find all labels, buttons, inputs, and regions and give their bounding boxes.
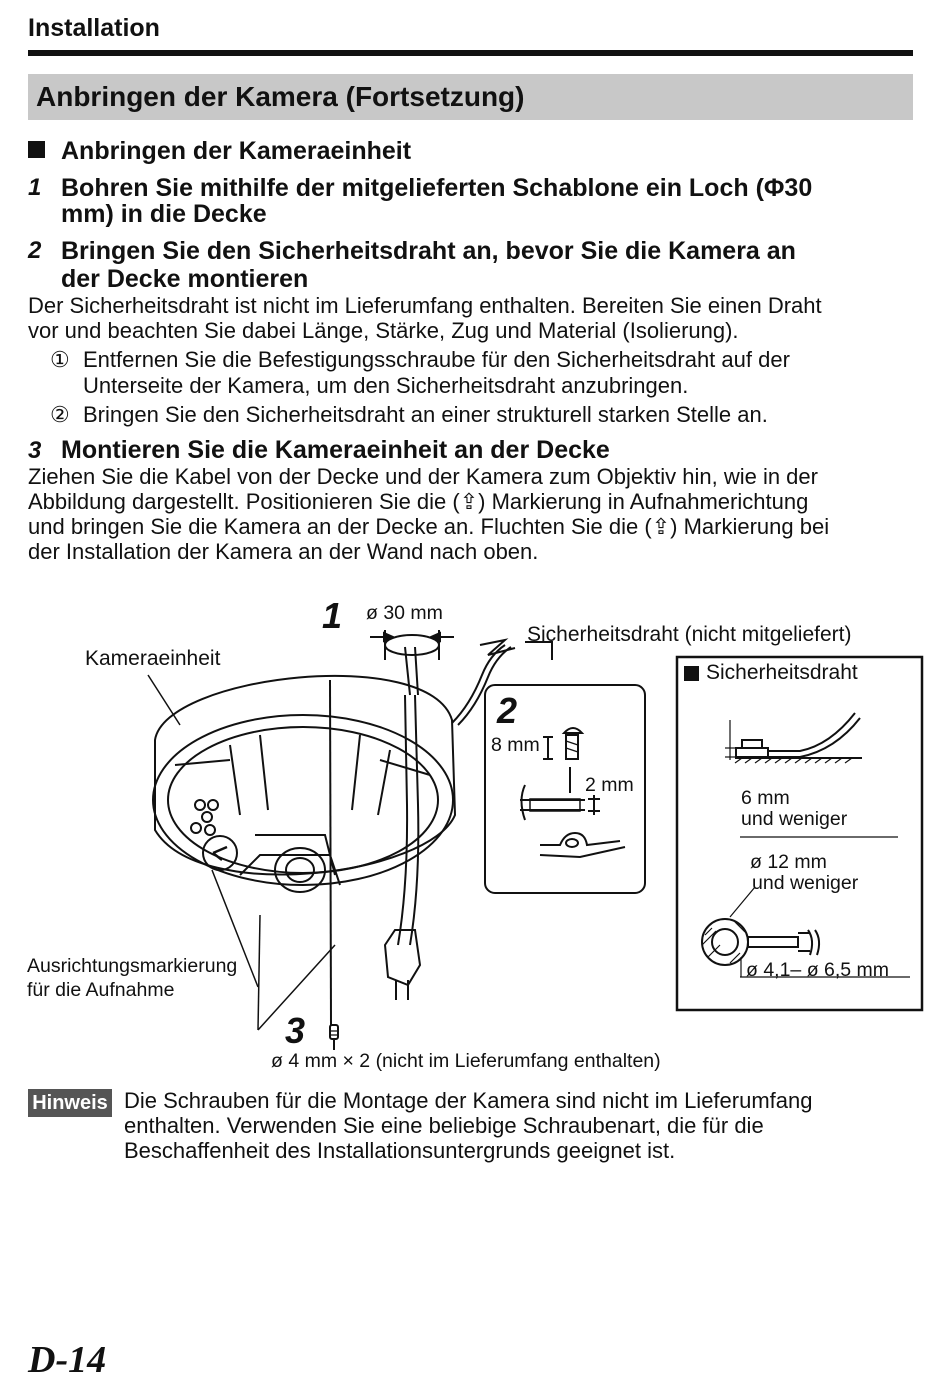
step-3-body4: der Installation der Kamera an der Wand nach oben. xyxy=(28,539,539,564)
circled-number-1: ① xyxy=(50,347,70,372)
orientation-mark-label-1: Ausrichtungsmarkierung xyxy=(27,955,238,977)
diameter-label-1: ø 12 mm xyxy=(750,851,827,873)
safety-wire-label: Sicherheitsdraht (nicht mitgeliefert) xyxy=(527,623,852,646)
callout-1: 1 xyxy=(322,595,343,636)
title-bar xyxy=(28,74,913,120)
step-2-sub1-line1: Entfernen Sie die Befestigungsschraube für den Sicherheitsdraht auf der xyxy=(83,347,790,372)
step-3-number: 3 xyxy=(28,437,42,464)
step-2-number: 2 xyxy=(28,237,42,264)
hinweis-badge: Hinweis xyxy=(28,1089,112,1117)
subheading-text: Anbringen der Kameraeinheit xyxy=(61,137,412,165)
step-1-line1: Bohren Sie mithilfe der mitgelieferten Schablone ein Loch (Φ30 xyxy=(61,174,813,202)
hole-diameter-label: ø 30 mm xyxy=(366,602,443,624)
detail-box-title: Sicherheitsdraht xyxy=(706,661,858,684)
ceiling-hole-drawing xyxy=(370,630,454,695)
page-number: D-14 xyxy=(28,1339,107,1381)
note-line2: enthalten. Verwenden Sie eine beliebige Schraubenart, die für die xyxy=(124,1113,764,1138)
screw-length-label: 8 mm xyxy=(491,734,540,756)
wire-diameter-label: ø 4,1– ø 6,5 mm xyxy=(746,959,890,981)
safety-wire-detail-box xyxy=(677,657,922,1010)
step-3-body2: Abbildung dargestellt. Positionieren Sie die (⇪) Markierung in Aufnahmerichtung xyxy=(28,489,809,514)
screw-size-label: ø 4 mm × 2 (nicht im Lieferumfang enthalten) xyxy=(271,1050,661,1072)
header-rule xyxy=(28,50,913,56)
step-2-sub1-line2: Unterseite der Kamera, um den Sicherheitsdraht anzubringen. xyxy=(83,373,689,398)
step-2-body2: vor und beachten Sie dabei Länge, Stärke, Zug und Material (Isolierung). xyxy=(28,318,739,343)
thickness-label-2: und weniger xyxy=(741,808,848,830)
note-line3: Beschaffenheit des Installationsuntergrunds geeignet ist. xyxy=(124,1138,676,1163)
step-3-line1: Montieren Sie die Kameraeinheit an der Decke xyxy=(61,436,610,464)
step-1-number: 1 xyxy=(28,174,42,201)
step-1-line2: mm) in die Decke xyxy=(61,200,267,228)
step-2-sub2-line1: Bringen Sie den Sicherheitsdraht an einer strukturell starken Stelle an. xyxy=(83,402,768,427)
note-line1: Die Schrauben für die Montage der Kamera sind nicht im Lieferumfang xyxy=(124,1088,813,1113)
step-2-line2: der Decke montieren xyxy=(61,265,309,293)
camera-unit-label: Kameraeinheit xyxy=(85,647,221,670)
circled-number-2: ② xyxy=(50,402,70,427)
page-title: Anbringen der Kamera (Fortsetzung) xyxy=(36,81,525,112)
section-label: Installation xyxy=(28,14,160,42)
gap-label: 2 mm xyxy=(585,774,634,796)
subheading xyxy=(28,137,411,166)
square-bullet-icon xyxy=(28,141,45,158)
step-3-body1: Ziehen Sie die Kabel von der Decke und der Kamera zum Objektiv hin, wie in der xyxy=(28,464,818,489)
orientation-mark-label-2: für die Aufnahme xyxy=(27,979,175,1001)
step-2-line1: Bringen Sie den Sicherheitsdraht an, bevor Sie die Kamera an xyxy=(61,237,796,265)
callout-2: 2 xyxy=(497,690,518,731)
thickness-label-1: 6 mm xyxy=(741,787,790,809)
screw-icon xyxy=(330,1025,338,1050)
square-bullet-icon xyxy=(685,667,698,680)
step-3-body3: und bringen Sie die Kamera an der Decke an. Fluchten Sie die (⇪) Markierung bei xyxy=(28,514,830,539)
step-2-body1: Der Sicherheitsdraht ist nicht im Lieferumfang enthalten. Bereiten Sie einen Draht xyxy=(28,293,822,318)
diameter-label-2: und weniger xyxy=(752,872,859,894)
callout-3: 3 xyxy=(285,1010,306,1051)
